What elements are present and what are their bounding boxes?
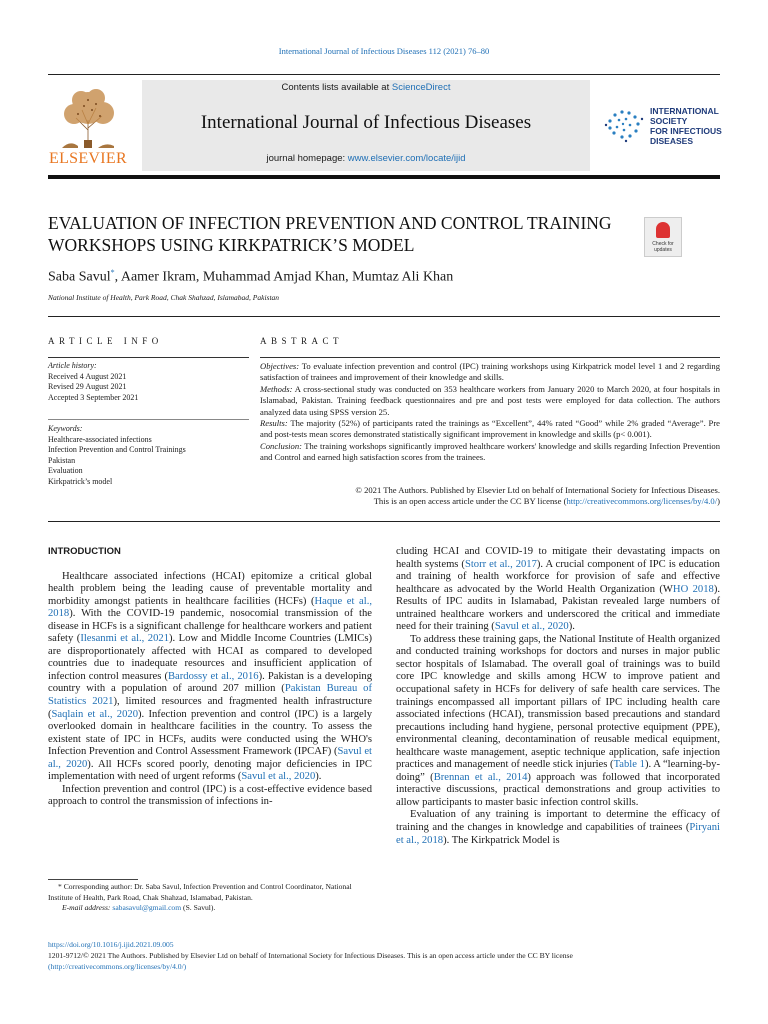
article-title — [48, 212, 628, 256]
citation-link[interactable]: Piryani et al., 2018 — [396, 822, 720, 846]
keyword-item: Infection Prevention and Control Trainings — [48, 445, 186, 454]
article-history — [48, 361, 248, 403]
journal-title: International Journal of Infectious Diseases — [200, 112, 532, 133]
info-rule — [48, 316, 720, 317]
society-line: INTERNATIONAL — [650, 106, 719, 116]
email-link[interactable]: sabasavul@gmail.com — [112, 903, 182, 912]
author-first: Saba Savul — [48, 269, 111, 285]
results-text: The majority (52%) of participants rated the trainings as “Excellent”, 44% rated “Good” while 2% graded “Average”. Pre and post-tests mean scores demonstrated statistically significant improvement in knowledge and skills (p< 0.001). — [260, 418, 720, 440]
affiliation: National Institute of Health, Park Road, Chak Shahzad, Islamabad, Pakistan — [48, 293, 280, 302]
society-name — [650, 106, 722, 146]
abstract-conclusion — [260, 441, 720, 464]
keywords-label: Keywords: — [48, 424, 83, 433]
page-footer — [48, 940, 720, 972]
header-rule — [48, 74, 720, 75]
email-label: E-mail address: — [62, 903, 111, 912]
body-paragraph: Healthcare associated infections (HCAI) epitomize a critical global health problem being the leading cause of preventable mortality and morbidity amongst patients in healthcare facilities (HCFs) (Haque et al., 2018). With the COVID-19 pandemic, nosocomial transmission of the disease in HCFs is a significant challenge for healthcare workers and patient safety (Ilesanmi et al., 2021). Low and Middle Income Countries (LMICs) are disproportionately affected with HCAI as compared to developed countries due to inadequate resources and insufficient application of infection control measures (Bardossy et al., 2016). Pakistan is a developing country with a population of around 207 million (Pakistan Bureau of Statistics 2021), limited resources and fragmented health infrastructure (Saqlain et al., 2020). Infection prevention and control (IPC) is a largely overlooked domain in healthcare facilities in the country. To assess the existent state of IPC in HCFs, audits were conducted using the WHO's Infection Prevention and Control Assessment Framework (IPCAF) (Savul et al., 2020). All HCFs scored poorly, denoting major deficiencies in IPC implementation with need of urgent reforms (Savul et al., 2020). — [48, 570, 373, 783]
body-column-right — [396, 546, 720, 847]
body-paragraph: Evaluation of any training is important to determine the efficacy of training and the changes in knowledge and capabilities of trainees (Piryani et al., 2018). The Kirkpatrick Model is — [396, 809, 720, 846]
citation-link[interactable]: Table 1 — [613, 759, 645, 771]
body-column-left — [48, 546, 372, 809]
abstract-methods — [260, 384, 720, 418]
body-paragraph: To address these training gaps, the National Institute of Health organized and conducted training workshops for doctors and nurses in major public sector hospitals of Islamabad. The overall goal of trainings was to build core IPC knowledge and skills among HCW to improve patient and occupational safety in HCFs for delivery of safe health care services. The trainings encompassed all important pillars of IPC including health care associated infections (HCAI), transmission based precautions and standard precautions including hand hygiene, personal protective equipment (PPE), environmental cleaning, decontamination of reusable medical equipment, healthcare waste management, aseptic technique application, safe injection practices and management of needle stick injuries (Table 1). A “learning-by-doing” (Brennan et al., 2014) approach was followed that incorporated interactive discussions, practical demonstrations and group activities to allow participants to master basic infection control skills. — [396, 633, 721, 808]
article-info-rule — [48, 357, 249, 358]
sciencedirect-link[interactable]: ScienceDirect — [391, 82, 451, 93]
conclusion-label: Conclusion: — [260, 440, 303, 451]
keywords — [48, 424, 248, 487]
citation-link[interactable]: Pakistan Bureau of Statistics 2021 — [48, 683, 372, 708]
section-heading-introduction: INTRODUCTION — [48, 546, 121, 557]
citation-link[interactable]: Bardossy et al., 2016 — [167, 670, 259, 682]
abstract-copyright — [260, 485, 720, 508]
methods-text: A cross-sectional study was conducted on 353 healthcare workers from January 2020 to March 2020, at four hospitals in Islamabad, Pakistan. Training feedback questionnaires and pre and post tests were employed for data collection. The authors analyzed data using SPSS version 25. — [260, 383, 720, 417]
society-line: FOR INFECTIOUS — [650, 126, 722, 136]
citation-link[interactable]: Storr et al., 2017 — [464, 558, 537, 570]
journal-citation[interactable]: International Journal of Infectious Diseases 112 (2021) 76–80 — [278, 46, 490, 56]
email-line — [48, 903, 378, 914]
history-item: Revised 29 August 2021 — [48, 382, 127, 391]
abstract-results — [260, 418, 720, 441]
email-suffix: (S. Savul). — [181, 903, 216, 912]
footnote — [48, 882, 378, 914]
abstract-body — [260, 361, 720, 464]
journal-homepage-link[interactable]: www.elsevier.com/locate/ijid — [347, 153, 466, 164]
author-rest: , Aamer Ikram, Muhammad Amjad Khan, Mumtaz Ali Khan — [114, 269, 454, 285]
check-for-updates-badge[interactable] — [644, 217, 682, 257]
body-paragraph: cluding HCAI and COVID-19 to mitigate their devastating impacts on health systems (Storr et al., 2017). A crucial component of IPC is education and training of health workforce for provision of safe and effective healthcare as advocated by the World Health Organization (WHO 2018). Results of IPC audits in Islamabad, Pakistan revealed large numbers of untrained healthcare workers and underscored the critical and immediate need for their training (Savul et al., 2020). — [396, 546, 720, 633]
copyright-line — [260, 496, 720, 507]
corresponding-author-note: * Corresponding author: Dr. Saba Savul, Infection Prevention and Control Coordinator, National Institute of Health, Park Road, Chak Shahzad, Islamabad, Pakistan. — [48, 882, 352, 902]
crossmark-label-line: updates — [654, 247, 672, 253]
citation-link[interactable]: Savul et al., 2020 — [494, 621, 569, 633]
copyright-line: © 2021 The Authors. Published by Elsevier Ltd on behalf of International Society for Infectious Diseases. — [355, 485, 720, 495]
society-line: DISEASES — [650, 136, 693, 146]
article-title-line: EVALUATION OF INFECTION PREVENTION AND CONTROL TRAINING — [48, 213, 612, 233]
citation-link[interactable]: Savul et al., 2020 — [241, 771, 316, 783]
citation-link[interactable]: Haque et al., 2018 — [48, 595, 372, 620]
citation-link[interactable]: HO 2018 — [672, 583, 714, 595]
license-prefix: This is an open access article under the CC BY license ( — [373, 496, 567, 507]
article-title-line: WORKSHOPS USING KIRKPATRICK’S MODEL — [48, 235, 415, 255]
author-list — [48, 268, 453, 286]
license-suffix: ) — [717, 496, 720, 507]
body-paragraph: Infection prevention and control (IPC) is a cost-effective evidence based approach to control the transmission of infections in- — [48, 783, 372, 808]
keyword-item: Pakistan — [48, 455, 76, 465]
abstract-heading: ABSTRACT — [260, 336, 344, 346]
corresponding-mark[interactable]: * — [110, 268, 115, 277]
crossmark-label-line: Check for — [652, 241, 674, 247]
citation-link[interactable]: Saqlain et al., 2020 — [51, 708, 138, 720]
society-line: SOCIETY — [650, 116, 688, 126]
journal-homepage-line — [142, 153, 590, 164]
results-label: Results: — [260, 418, 288, 429]
issn-line: 1201-9712/© 2021 The Authors. Published by Elsevier Ltd on behalf of International Society for Infectious Diseases. This is an open access article under the CC BY license — [48, 950, 573, 960]
history-item: Received 4 August 2021 — [48, 371, 127, 381]
keywords-rule — [48, 419, 249, 420]
homepage-prefix: journal homepage: — [266, 153, 348, 164]
crossmark-label — [645, 241, 681, 253]
history-label: Article history: — [48, 361, 97, 370]
article-info-heading: ARTICLE INFO — [48, 336, 163, 346]
conclusion-text: The training workshops significantly improved healthcare workers' knowledge and skills regarding Infection Prevention and Control and earned high satisfaction scores from the trainees. — [260, 440, 721, 463]
keyword-item: Evaluation — [48, 466, 83, 475]
abstract-end-rule — [48, 521, 720, 522]
contents-prefix: Contents lists available at — [281, 82, 392, 93]
contents-line — [142, 82, 590, 93]
crossmark-icon — [656, 222, 670, 238]
keyword-item: Kirkpatrick’s model — [48, 476, 113, 486]
license-link[interactable]: http://creativecommons.org/licenses/by/4.0/ — [566, 496, 718, 507]
citation-link[interactable]: Ilesanmi et al., 2021 — [80, 633, 169, 645]
doi-link[interactable]: https://doi.org/10.1016/j.ijid.2021.09.005 — [48, 940, 174, 949]
objectives-label: Objectives: — [260, 361, 300, 371]
abstract-objectives — [260, 361, 720, 384]
history-item: Accepted 3 September 2021 — [48, 392, 139, 402]
methods-label: Methods: — [260, 383, 293, 394]
footnote-rule — [48, 879, 138, 880]
keyword-item: Healthcare-associated infections — [48, 434, 152, 444]
abstract-rule — [260, 357, 720, 358]
citation-link[interactable]: Brennan et al., 2014 — [433, 771, 528, 783]
citation-link[interactable]: Savul et al., 2020 — [48, 746, 372, 770]
publisher-wordmark: ELSEVIER — [49, 150, 127, 167]
objectives-text: To evaluate infection prevention and control (IPC) training workshops using Kirkpatrick model level 1 and 2 regarding satisfaction of trainees and improvement of their knowledge and skills. — [260, 361, 721, 383]
masthead-thick-rule — [48, 175, 720, 179]
footer-license-link[interactable]: (http://creativecommons.org/licenses/by/4.0/) — [48, 961, 187, 971]
